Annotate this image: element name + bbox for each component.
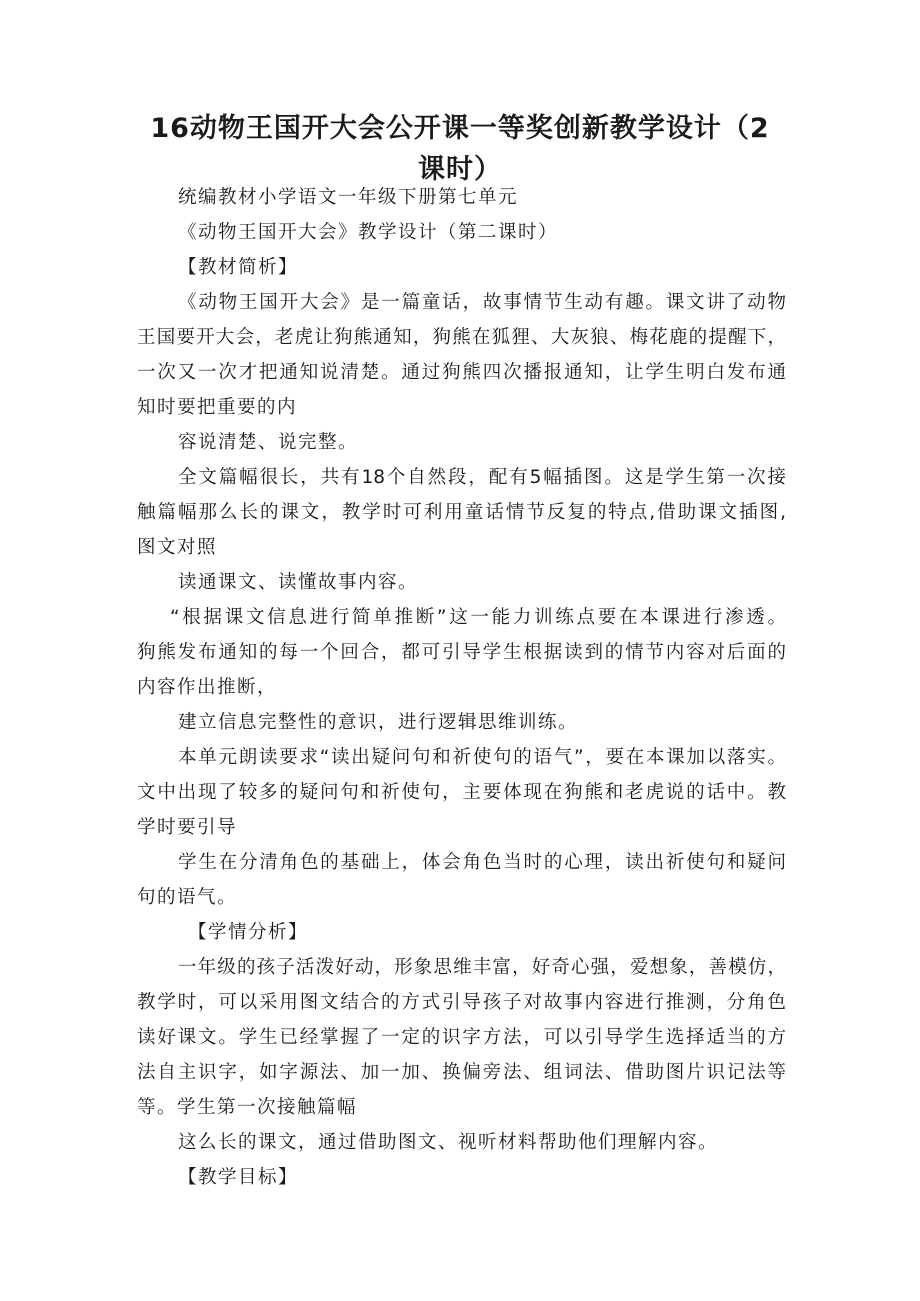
paragraph-line: 内容作出推断， [137, 677, 278, 698]
paragraph-line: 狗熊发布通知的每一个回合，都可引导学生根据读到的情节内容对后面的 [137, 642, 786, 663]
paragraph-line: 知时要把重要的内 [137, 397, 298, 418]
paragraph-line: 这么长的课文，通过借助图文、视听材料帮助他们理解内容。 [178, 1132, 719, 1153]
section-heading-student-analysis: 【学情分析】 [188, 922, 309, 943]
paragraph-line: “根据课文信息进行简单推断”这一能力训练点要在本课进行渗透。 [170, 607, 786, 628]
paragraph-line: 建立信息完整性的意识，进行逻辑思维训练。 [178, 712, 579, 733]
paragraph-line: 法自主识字，如字源法、加一加、换偏旁法、组词法、借助图片识记法等 [137, 1062, 786, 1083]
paragraph-line: 一年级的孩子活泼好动，形象思维丰富，好奇心强，爱想象，善模仿， [178, 957, 786, 978]
paragraph-line: 等。学生第一次接触篇幅 [137, 1097, 358, 1118]
paragraph-line: 触篇幅那么长的课文，教学时可利用童话情节反复的特点,借助课文插图, [137, 502, 786, 523]
paragraph-line: 容说清楚、说完整。 [178, 432, 359, 453]
subtitle-unit: 统编教材小学语文一年级下册第七单元 [178, 187, 519, 208]
paragraph-line: 一次又一次才把通知说清楚。通过狗熊四次播报通知，让学生明白发布通 [137, 362, 786, 383]
document-title: 16动物王国开大会公开课一等奖创新教学设计（2课时） [150, 113, 770, 185]
subtitle-design: 《动物王国开大会》教学设计（第二课时） [178, 222, 559, 243]
paragraph-line: 教学时，可以采用图文结合的方式引导孩子对故事内容进行推测，分角色 [137, 992, 786, 1013]
paragraph-line: 全文篇幅很长，共有18个自然段，配有5幅插图。这是学生第一次接 [178, 467, 786, 488]
paragraph-line: 读好课文。学生已经掌握了一定的识字方法，可以引导学生选择适当的方 [137, 1027, 786, 1048]
paragraph-line: 《动物王国开大会》是一篇童话，故事情节生动有趣。课文讲了动物 [178, 292, 786, 313]
paragraph-line: 文中出现了较多的疑问句和祈使句，主要体现在狗熊和老虎说的话中。教 [137, 782, 786, 803]
paragraph-line: 本单元朗读要求“读出疑问句和祈使句的语气”，要在本课加以落实。 [178, 747, 786, 768]
paragraph-line: 句的语气。 [137, 887, 238, 908]
section-heading-textbook-analysis: 【教材简析】 [178, 257, 299, 278]
section-heading-teaching-goals: 【教学目标】 [178, 1167, 299, 1188]
paragraph-line: 学时要引导 [137, 817, 238, 838]
paragraph-line: 王国要开大会，老虎让狗熊通知，狗熊在狐狸、大灰狼、梅花鹿的提醒下， [137, 327, 786, 348]
paragraph-line: 学生在分清角色的基础上，体会角色当时的心理，读出祈使句和疑问 [178, 852, 786, 873]
paragraph-line: 读通课文、读懂故事内容。 [178, 572, 419, 593]
paragraph-line: 图文对照 [137, 537, 218, 558]
